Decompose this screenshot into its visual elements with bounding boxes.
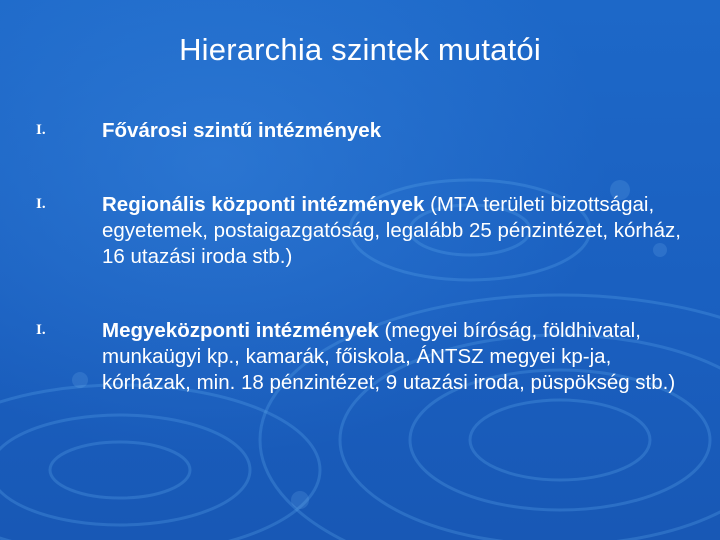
item-text — [102, 118, 381, 144]
item-text — [102, 318, 696, 396]
item-heading: Fővárosi szintű intézmények — [102, 119, 382, 142]
list-item — [36, 318, 696, 396]
item-number: I. — [36, 322, 46, 338]
list-item — [36, 192, 696, 270]
item-number: I. — [36, 122, 46, 138]
item-text — [102, 192, 696, 270]
item-number: I. — [36, 196, 46, 212]
list-item — [36, 118, 381, 144]
item-heading: Megyeközponti intézmények — [102, 319, 379, 342]
item-detail: (megyei bíróság, földhivatal, munkaügyi kp., kamarák, főiskola, ÁNTSZ megyei kp-ja, kórházak, min. 18 pénzintézet, 9 utazási iroda, püspökség stb.) — [102, 319, 676, 394]
item-heading: Regionális központi intézmények — [102, 193, 425, 216]
slide-title: Hierarchia szintek mutatói — [179, 32, 541, 67]
item-detail: (MTA területi bizottságai, egyetemek, postaigazgatóság, legalább 25 pénzintézet, kórház, 16 utazási iroda stb.) — [102, 193, 681, 268]
